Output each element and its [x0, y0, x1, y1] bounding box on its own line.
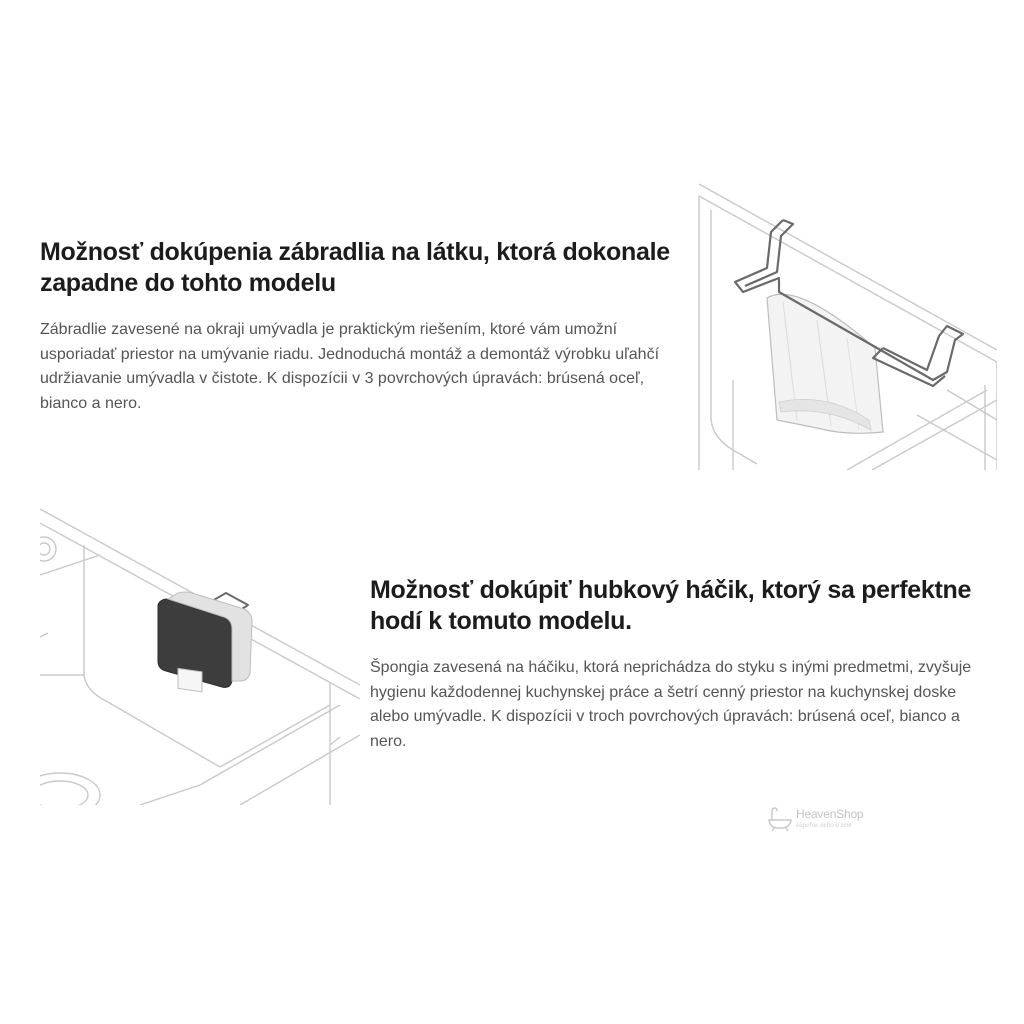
- towel-rail-section: [40, 237, 700, 416]
- bathtub-logo-icon: [766, 819, 794, 836]
- sponge-hook-description: Špongia zavesená na háčiku, ktorá neprichádza do styku s inými predmetmi, zvyšuje hygienu každodennej kuchynskej práce a šetrí cenný priestor na kuchynskej doske alebo umývadle. K dispozícii v troch povrchových úpravách: brúsená oceľ, bianco a nero.: [370, 659, 972, 750]
- towel-rail-heading: Možnosť dokúpenia zábradlia na látku, ktorá dokonale zapadne do tohto modelu: [40, 238, 670, 297]
- sink-sponge-hook-illustration: [40, 505, 360, 805]
- watermark-tagline: kúpeľne nebo a zem: [796, 821, 852, 829]
- sponge-hook-heading: Možnosť dokúpiť hubkový háčik, ktorý sa perfektne hodí k tomuto modelu.: [370, 576, 972, 635]
- heavenshop-watermark: [766, 806, 886, 836]
- sink-towel-rail-illustration: [697, 180, 997, 470]
- sponge-hook-section: [370, 575, 990, 754]
- towel-rail-description: Zábradlie zavesené na okraji umývadla je praktickým riešením, ktoré vám umožní usporiadať priestor na umývanie riadu. Jednoduchá montáž a demontáž výrobku uľahčí udržiavanie umývadla v čistote. K dispozícii v 3 povrchových úpravách: brúsená oceľ, bianco a nero.: [40, 321, 660, 412]
- watermark-brand: HeavenShop: [796, 807, 864, 821]
